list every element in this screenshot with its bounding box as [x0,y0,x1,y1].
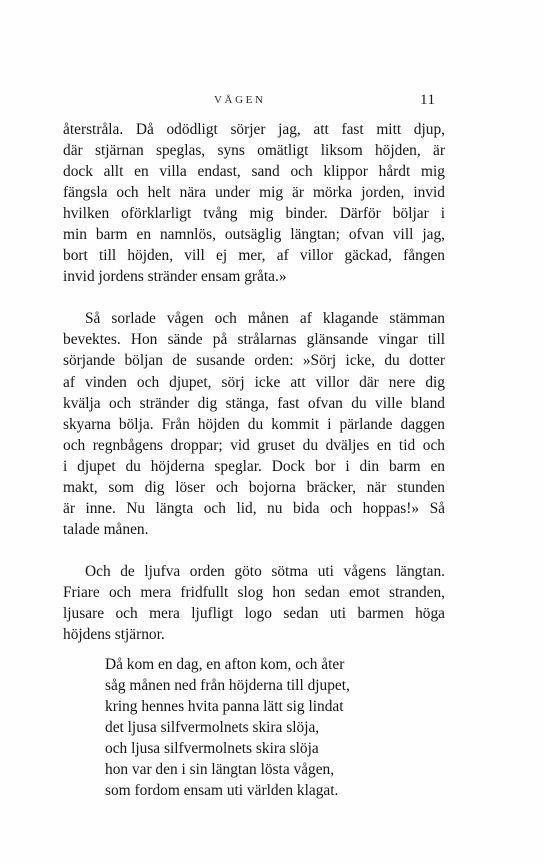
running-head [0,92,544,112]
text-line: Och de ljufva orden göto sötma uti vågens längtan. [85,562,445,580]
text-line: och regnbågens droppar; vid gruset du dväljes en tid och [63,436,445,454]
verse-line: Då kom en dag, en afton kom, och åter [105,656,345,673]
text-line: Friare och mera fridfullt slog hon sedan emot stranden, [63,583,445,601]
verse-line: såg månen ned från höjderna till djupet, [105,677,350,695]
text-line: makt, som dig löser och bojorna bräcker, när stunden [63,478,445,496]
text-line: skyarna bölja. Från höjden du kommit i pärlande daggen [63,415,445,433]
verse-block [105,654,425,801]
page-number: 11 [420,92,436,108]
running-title: VÅGEN [214,94,266,106]
verse-line: som fordom ensam uti världen klagat. [105,782,339,800]
text-line: där stjärnan speglas, syns omätligt liksom höjden, är [63,142,445,160]
paragraph-1 [63,119,445,287]
text-line: höjdens stjärnor. [63,626,165,644]
text-line: kvälja och stränder dig stänga, fast ofvan du ville bland [63,394,445,412]
paragraph-3 [63,561,445,645]
verse-line: och ljusa silfvermolnets skira slöja [105,740,319,758]
paragraph-gap [63,540,445,561]
text-line: Så sorlade vågen och månen af klagande stämman [85,310,445,328]
text-line: bort till höjden, vill ej mer, af villor gäckad, fången [63,247,445,265]
paragraph-gap [63,287,445,308]
text-line: är inne. Nu längta och lid, nu bida och hoppas!» Så [63,499,445,517]
text-line: fängsla och helt nära under mig är mörka jorden, invid [63,184,445,202]
text-line: i djupet du höjderna speglar. Dock bor i din barm en [63,457,445,475]
text-line: bevektes. Hon sände på strålarnas glänsande vingar till [63,331,445,349]
paragraph-2 [63,308,445,540]
text-line: min barm en namnlös, outsäglig längtan; ofvan vill jag, [63,226,445,244]
text-line: invid jordens stränder ensam gråta.» [63,268,287,286]
body-text [63,119,445,645]
text-line: talade månen. [63,520,149,538]
verse-line: det ljusa silfvermolnets skira slöja, [105,719,320,737]
verse-line: hon var den i sin längtan lösta vågen, [105,761,335,779]
text-line: återstråla. Då odödligt sörjer jag, att fast mitt djup, [63,121,445,138]
text-line: hvilken oförklarligt tvång mig binder. Därför böljar i [63,205,445,223]
text-line: dock allt en villa endast, sand och klippor hårdt mig [63,163,445,181]
text-line: ljusare och mera ljufligt logo sedan uti barmen höga [63,604,445,622]
text-line: sörjande böljan de susande orden: »Sörj icke, du dotter [63,352,445,370]
text-line: af vinden och djupet, sörj icke att villor där nere dig [63,373,445,391]
verse-line: kring hennes hvita panna lätt sig lindat [105,698,344,716]
